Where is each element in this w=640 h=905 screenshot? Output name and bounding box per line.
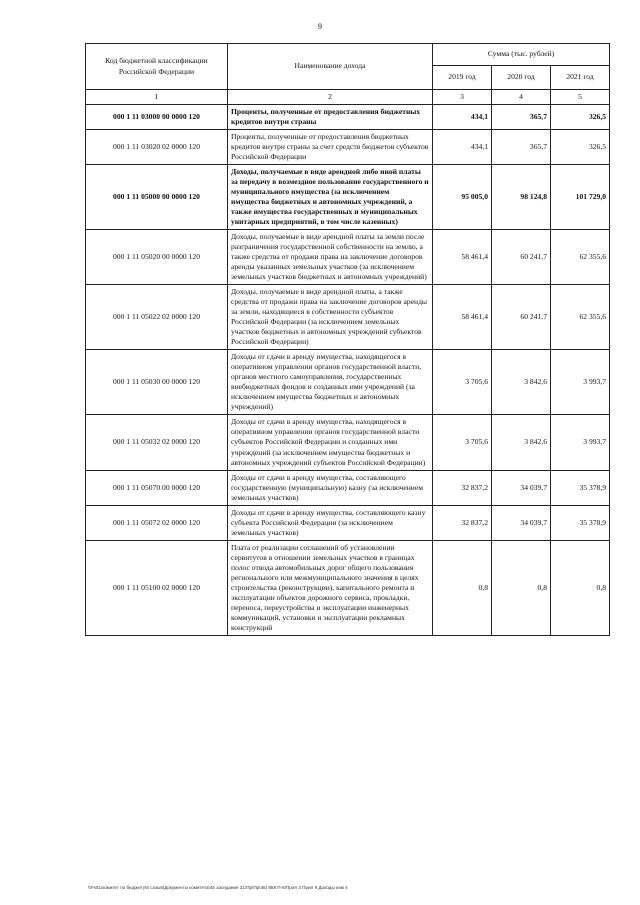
name-cell: Доходы от сдачи в аренду имущества, составляющего государственную (муниципальную) казну (за исключением земельных участков) — [228, 470, 433, 505]
name-cell: Доходы, получаемые в виде арендной либо иной платы за передачу в возмездное пользование государственного и муниципального имущества (за исключением имущества бюджетных и автономных учреждений, а также имущества государственных и муниципальных унитарных предприятий, в том числе казенных) — [228, 165, 433, 230]
column-number-4: 4 — [492, 90, 551, 105]
value-2020-cell: 34 039,7 — [492, 470, 551, 505]
revenue-table — [85, 43, 610, 636]
code-cell: 000 1 11 05070 00 0000 120 — [86, 470, 228, 505]
table-row — [86, 285, 610, 350]
value-2020-cell: 3 842,6 — [492, 350, 551, 415]
code-cell: 000 1 11 05022 02 0000 120 — [86, 285, 228, 350]
value-2020-cell: 0,8 — [492, 540, 551, 635]
value-2019-cell: 3 705,6 — [433, 415, 492, 470]
value-2020-cell: 365,7 — [492, 105, 551, 130]
value-2021-cell: 101 729,0 — [551, 165, 610, 230]
table-row — [86, 470, 610, 505]
name-column-header: Наименование дохода — [228, 44, 433, 90]
value-2020-cell: 365,7 — [492, 130, 551, 165]
value-2021-cell: 62 355,6 — [551, 230, 610, 285]
value-2019-cell: 3 705,6 — [433, 350, 492, 415]
name-cell: Доходы от сдачи в аренду имущества, находящегося в оперативном управлении органов государственной власти субъектов Российской Федерации и созданных ими учреждений (за исключением имущества бюджетных и автономных учреждений субъектов Российской Федерации) — [228, 415, 433, 470]
sum-group-header: Сумма (тыс. рублей) — [433, 44, 610, 66]
column-number-5: 5 — [551, 90, 610, 105]
table-row — [86, 415, 610, 470]
table-row — [86, 540, 610, 635]
value-2020-cell: 3 842,6 — [492, 415, 551, 470]
table-row — [86, 350, 610, 415]
table-row — [86, 105, 610, 130]
name-cell: Проценты, полученные от предоставления бюджетных кредитов внутри страны — [228, 105, 433, 130]
year-header-2019: 2019 год — [433, 66, 492, 90]
code-cell: 000 1 11 05100 02 0000 120 — [86, 540, 228, 635]
name-cell: Доходы, получаемые в виде арендной платы, а также средства от продажи права на заключение договоров аренды за земли, находящиеся в собственности субъектов Российской Федерации (за исключением земельных участков бюджетных и автономных учреждений субъектов Российской Федерации) — [228, 285, 433, 350]
value-2021-cell: 3 993,7 — [551, 415, 610, 470]
code-cell: 000 1 11 03020 02 0000 120 — [86, 130, 228, 165]
footer-file-path: \\Fs01\комитет по бюджету\6 созыв\Документы комитета\45 заседание 31\Пр\Пр\45) 858 П-6\Прил 3 Прил 9 Доходы изм 4 — [88, 885, 348, 890]
value-2019-cell: 95 005,0 — [433, 165, 492, 230]
value-2019-cell: 58 461,4 — [433, 230, 492, 285]
value-2021-cell: 35 378,9 — [551, 505, 610, 540]
column-number-3: 3 — [433, 90, 492, 105]
value-2021-cell: 326,5 — [551, 105, 610, 130]
code-cell: 000 1 11 05030 00 0000 120 — [86, 350, 228, 415]
code-cell: 000 1 11 05020 00 0000 120 — [86, 230, 228, 285]
table-row — [86, 130, 610, 165]
column-number-2: 2 — [228, 90, 433, 105]
value-2020-cell: 60 241,7 — [492, 230, 551, 285]
value-2019-cell: 58 461,4 — [433, 285, 492, 350]
value-2019-cell: 32 837,2 — [433, 505, 492, 540]
value-2019-cell: 0,8 — [433, 540, 492, 635]
value-2019-cell: 434,1 — [433, 105, 492, 130]
year-header-2021: 2021 год — [551, 66, 610, 90]
year-header-2020: 2020 год — [492, 66, 551, 90]
code-column-header: Код бюджетной классификации Российской Федерации — [86, 44, 228, 90]
value-2020-cell: 60 241,7 — [492, 285, 551, 350]
value-2021-cell: 3 993,7 — [551, 350, 610, 415]
value-2019-cell: 434,1 — [433, 130, 492, 165]
code-cell: 000 1 11 05072 02 0000 120 — [86, 505, 228, 540]
code-cell: 000 1 11 05000 00 0000 120 — [86, 165, 228, 230]
table-row — [86, 165, 610, 230]
value-2021-cell: 0,8 — [551, 540, 610, 635]
value-2019-cell: 32 837,2 — [433, 470, 492, 505]
table-row — [86, 230, 610, 285]
value-2021-cell: 326,5 — [551, 130, 610, 165]
value-2021-cell: 62 355,6 — [551, 285, 610, 350]
code-cell: 000 1 11 05032 02 0000 120 — [86, 415, 228, 470]
name-cell: Доходы от сдачи в аренду имущества, находящегося в оперативном управлении органов государственной власти, органов местного самоуправления, государственных внебюджетных фондов и созданных ими учреждений (за исключением имущества бюджетных и автономных учреждений) — [228, 350, 433, 415]
name-cell: Проценты, полученные от предоставления бюджетных кредитов внутри страны за счет средств бюджетов субъектов Российской Федерации — [228, 130, 433, 165]
column-number-1: 1 — [86, 90, 228, 105]
name-cell: Доходы от сдачи в аренду имущества, составляющего казну субъекта Российской Федерации (за исключением земельных участков) — [228, 505, 433, 540]
table-row — [86, 505, 610, 540]
code-cell: 000 1 11 03000 00 0000 120 — [86, 105, 228, 130]
value-2020-cell: 98 124,8 — [492, 165, 551, 230]
name-cell: Доходы, получаемые в виде арендной платы за земли после разграничения государственной собственности на землю, а также средства от продажи права на заключение договоров аренды указанных земельных участков (за исключением земельных участков бюджетных и автономных учреждений) — [228, 230, 433, 285]
page-number: 9 — [318, 22, 322, 31]
value-2021-cell: 35 378,9 — [551, 470, 610, 505]
name-cell: Плата от реализации соглашений об установлении сервитутов в отношении земельных участков в границах полос отвода автомобильных дорог общего пользования регионального или межмуниципального значения в целях строительства (реконструкции), капитального ремонта и эксплуатации объектов дорожного сервиса, прокладки, переноса, переустройства и эксплуатации инженерных коммуникаций, установки и эксплуатации рекламных конструкций — [228, 540, 433, 635]
value-2020-cell: 34 039,7 — [492, 505, 551, 540]
